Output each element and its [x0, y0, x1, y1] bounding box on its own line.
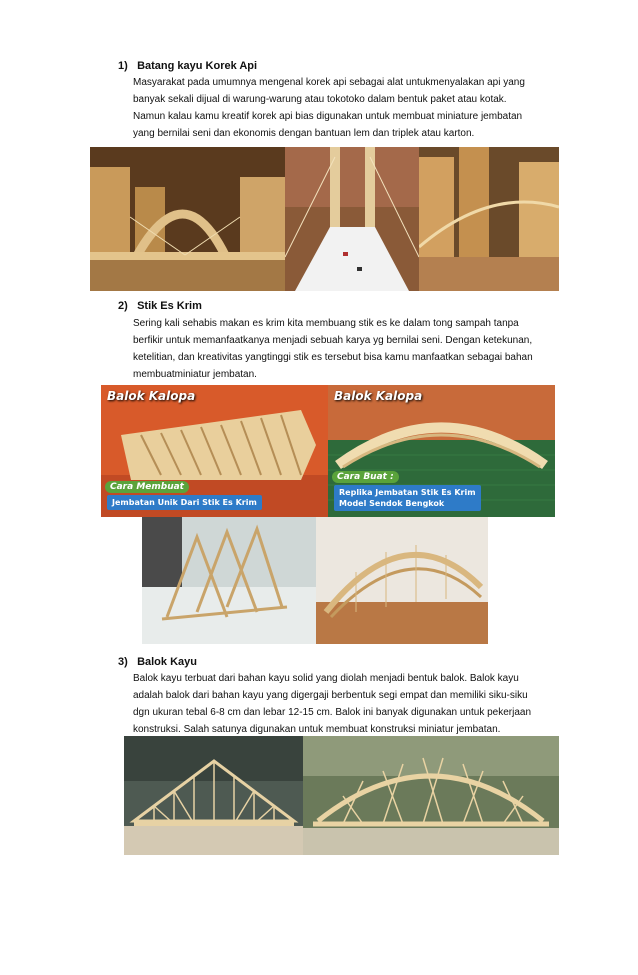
section-3-line: konstruksi. Salah satunya digunakan untuk membuat konstruksi miniatur jembatan. [133, 724, 501, 735]
section-2-line: ketelitian, dan kreativitas yangtinggi stik es tersebut bisa kamu manfaatkan sebagai bahan [133, 352, 533, 363]
section-1-heading: Batang kayu Korek Api [137, 60, 258, 72]
section-3-number: 3) [118, 656, 128, 668]
section-2-heading: Stik Es Krim [137, 300, 202, 312]
section-1-line: Masyarakat pada umumnya mengenal korek api sebagai alat untukmenyalakan api yang [133, 77, 525, 88]
wood-beam-bridge-photo-truss [124, 736, 303, 855]
popsicle-bridge-photo-arch [316, 517, 488, 644]
popsicle-bridge-banner-left [101, 385, 328, 517]
section-1-title [118, 60, 257, 72]
section-2-line: Sering kali sehabis makan es krim kita membuang stik es ke dalam tong sampah tanpa [133, 318, 519, 329]
section-2-line: berfikir untuk memanfaatkanya menjadi sebuah karya yg bernilai seni. Dengan ketekunan, [133, 335, 533, 346]
right-caption-line-2: Model Sendok Bengkok [339, 499, 445, 508]
section-3-line: dgn ukuran tebal 6-8 cm dan lebar 12-15 cm. Balok ini banyak digunakan untuk pekerjaan [133, 707, 532, 718]
section-3-title [118, 656, 197, 668]
popsicle-bridge-banner-right [328, 385, 555, 517]
section-2-title [118, 300, 202, 312]
section-1-number: 1) [118, 60, 128, 72]
matchstick-bridge-photo-1 [90, 147, 285, 291]
popsicle-bridge-photo-truss [142, 517, 316, 644]
section-2-number: 2) [118, 300, 128, 312]
section-2-paragraph [133, 315, 558, 383]
matchstick-bridge-photo-3 [419, 147, 559, 291]
left-banner-brand: Balok Kalopa [107, 389, 196, 403]
section-1-line: yang bernilai seni dan ekonomis dengan bantuan lem dan triplek atau karton. [133, 128, 475, 139]
section-2-line: membuatminiatur jembatan. [133, 369, 257, 380]
section-3-line: Balok kayu terbuat dari bahan kayu solid yang diolah menjadi bentuk balok. Balok kayu [133, 673, 519, 684]
left-caption: Jembatan Unik Dari Stik Es Krim [107, 495, 262, 510]
wood-beam-bridge-photo-arch [303, 736, 559, 855]
section-1-paragraph [133, 74, 558, 142]
section-3-paragraph [133, 670, 558, 738]
right-banner-brand: Balok Kalopa [334, 389, 423, 403]
right-caption-line-1: Replika Jembatan Stik Es Krim [339, 488, 476, 497]
left-caption-head: Cara Membuat [105, 481, 189, 493]
section-3-line: adalah balok dari bahan kayu yang digergaji berbentuk segi empat dan memiliki siku-siku [133, 690, 528, 701]
section-3-heading: Balok Kayu [137, 656, 197, 668]
right-caption [334, 485, 481, 511]
section-1-line: Namun kalau kamu kreatif korek api bias digunakan untuk membuat miniature jembatan [133, 111, 523, 122]
right-caption-head: Cara Buat : [332, 471, 399, 483]
matchstick-bridge-photo-2 [285, 147, 419, 291]
section-1-line: banyak sekali dijual di warung-warung atau tokotoko dalam bentuk paket atau kotak. [133, 94, 507, 105]
